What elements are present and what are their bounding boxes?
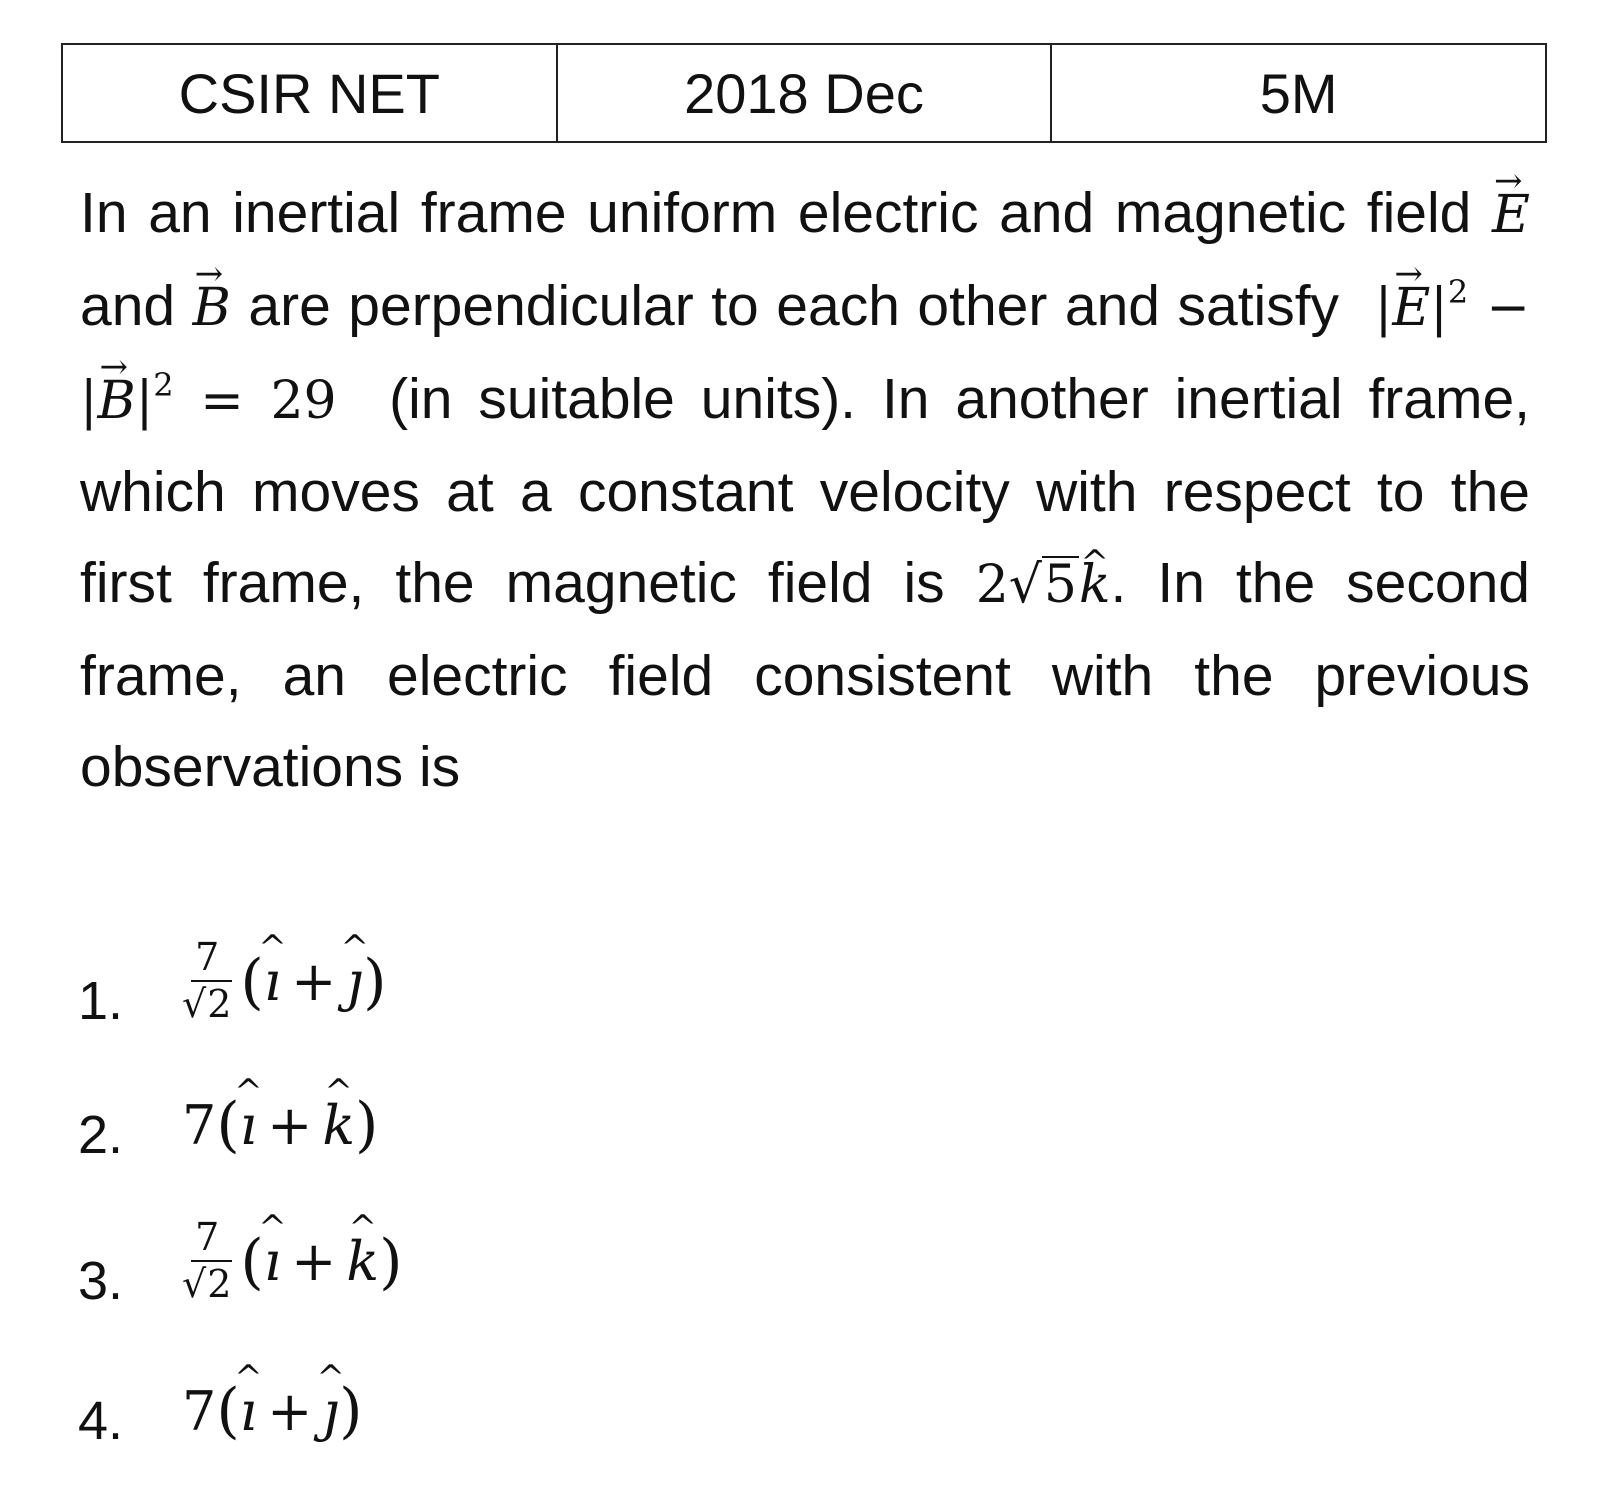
option-expression: $\frac{7}{√2}$ ( ^ ı + ^ k ) <box>182 1218 403 1306</box>
second-frame-magnetic-field: 2√5^ k <box>976 555 1111 615</box>
question-and: and <box>80 274 176 338</box>
exam-session-cell: 2018 Dec <box>557 44 1052 142</box>
option-number: 3. <box>78 1251 124 1311</box>
invariant-value: 29 <box>270 371 337 431</box>
invariant-equation: |→ $E|^2$ − |→ $B|^2 = 29$ <box>80 278 1530 431</box>
option-number: 2. <box>78 1105 124 1165</box>
option-number: 4. <box>78 1391 124 1451</box>
electric-field-symbol: → E <box>1492 185 1530 245</box>
option-expression: 7 ( ^ ı + ^ ȷ ) <box>182 1376 362 1446</box>
question-intro: In an inertial frame uniform electric and magnetic field <box>80 181 1472 245</box>
question-after-field: . In the second frame, an electric field consistent with the previous observations is <box>80 551 1530 799</box>
option-2[interactable] <box>78 1060 978 1200</box>
options-list <box>78 920 978 1480</box>
header-row <box>62 44 1546 142</box>
option-3[interactable] <box>78 1200 978 1340</box>
option-4[interactable] <box>78 1340 978 1480</box>
question-after-fields: are perpendicular to each other and satisfy <box>248 274 1340 338</box>
option-expression: 7 ( ^ ı + ^ k ) <box>182 1090 378 1160</box>
option-expression: $\frac{7}{√2}$ ( ^ ı + ^ ȷ ) <box>182 938 387 1026</box>
option-number: 1. <box>78 971 124 1031</box>
exam-name-cell: CSIR NET <box>62 44 557 142</box>
magnetic-field-symbol: → B <box>193 278 231 338</box>
marks-cell: 5M <box>1051 44 1546 142</box>
header-table <box>61 43 1547 143</box>
question-after-value: (in suitable units). In another inertial frame, which moves at a constant velocity with respect to the first frame, the magnetic field is <box>80 367 1530 615</box>
question-text <box>80 168 1530 813</box>
option-1[interactable] <box>78 920 978 1060</box>
